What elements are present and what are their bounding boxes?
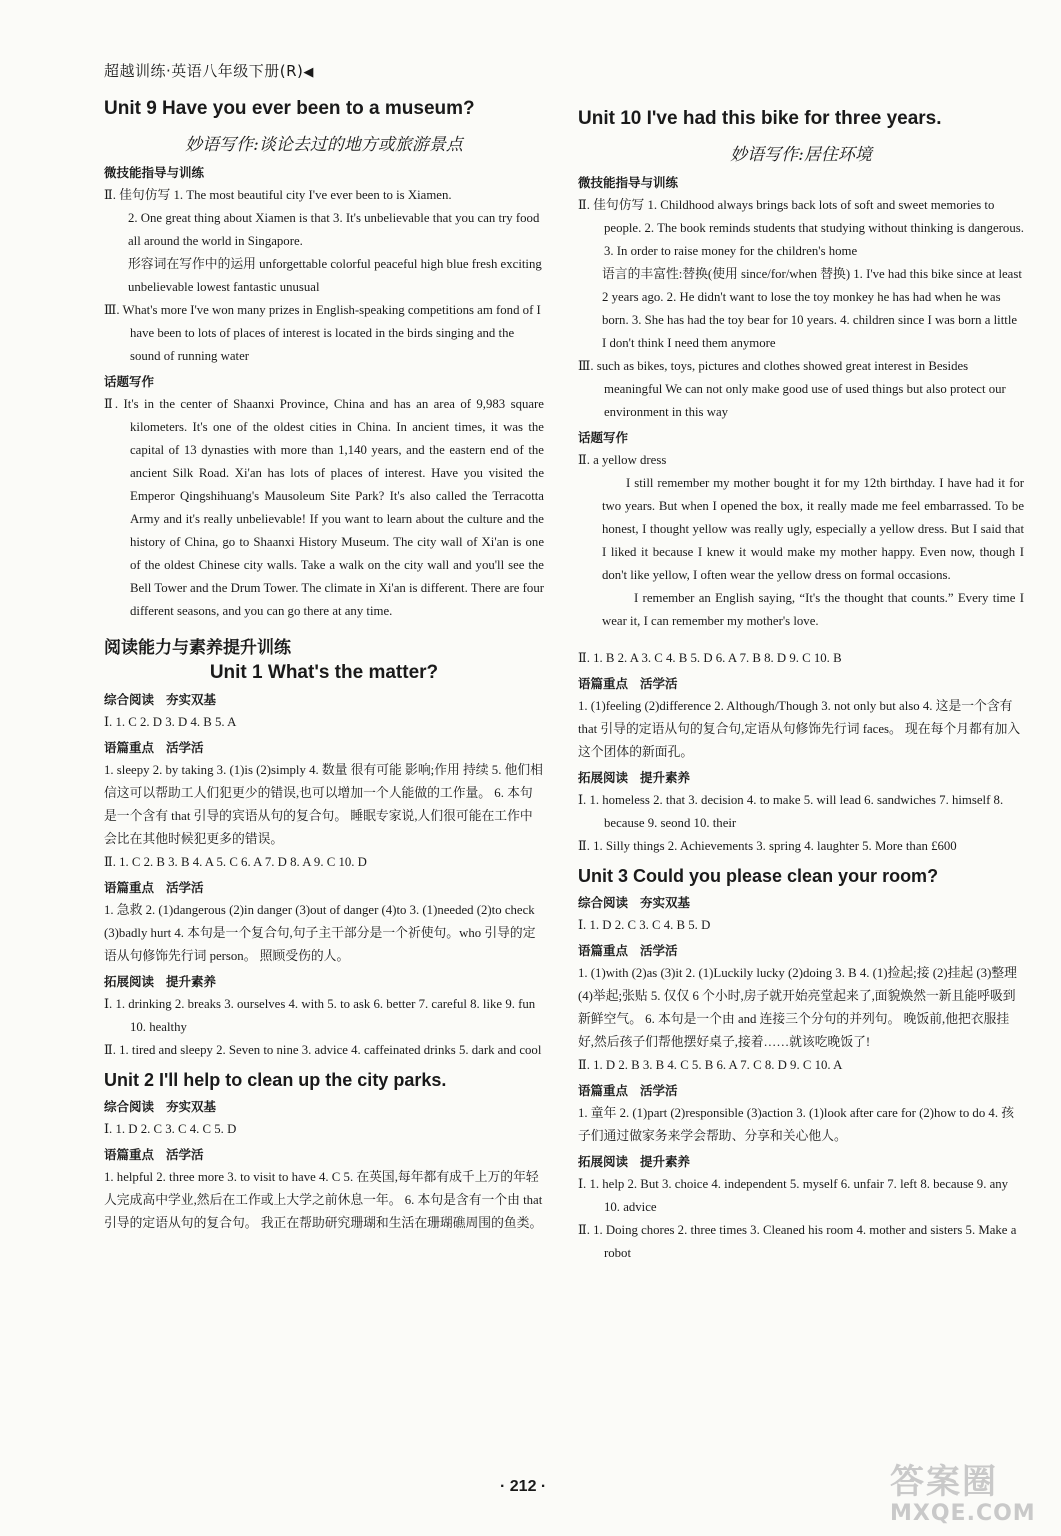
unit9-line-1: Ⅱ. 佳句仿写 1. The most beautiful city I've ever been to is Xiamen. — [104, 188, 452, 202]
unit1-section-d-label: 语篇重点 — [104, 880, 155, 895]
unit1-section-a — [104, 690, 544, 708]
unit1-title: Unit 1 What's the matter? — [209, 662, 439, 683]
unit9-essay: Ⅱ. It's in the center of Shaanxi Province, China and has an area of 9,983 square kilometers. It's one of the oldest cities in China. In ancient times, it was the capital of 13 dynasties with more than 1,140 years, and the eastern end of the ancient Silk Road. Xi'an has lots of places of interest. Have you visited the Emperor Qingshihuang's Mausoleum Site Park? It's also called the Terracotta Army and it's really unbelievable! If you want to learn about the culture and the history of China, go to Shaanxi History Museum. The city wall of Xi'an is one of the oldest Chinese city walls. Take a walk on the city wall and you'll see the Bell Tower and the Drum Tower. The climate in Xi'an is different. There are four different seasons, and you can go there at any time. — [104, 397, 544, 618]
unit1-answers-e1: Ⅰ. 1. drinking 2. breaks 3. ourselves 4. with 5. to ask 6. better 7. careful 8. like 9. fun 10. healthy — [104, 997, 536, 1034]
unit1-section-e-sub: 提升素养 — [166, 974, 217, 989]
unit3-section-e-label: 拓展阅读 — [578, 1154, 629, 1169]
unit3-section-a-sub: 夯实双基 — [640, 895, 691, 910]
watermark-line1: 答案圈 — [890, 1462, 998, 1502]
unit3-answers-a: Ⅰ. 1. D 2. C 3. C 4. B 5. D — [578, 918, 711, 932]
unit9-line-2: 2. One great thing about Xiamen is that 3. It's unbelievable that you can try food all around the world in Singapore. — [128, 211, 540, 248]
unit3-text-d: 1. 童年 2. (1)part (2)responsible (3)action 3. (1)look after care for (2)how to do 4. 孩子们通过做家务来学会帮助、分享和关心他人。 — [578, 1106, 1015, 1143]
unit2-answers-d1: Ⅰ. 1. homeless 2. that 3. decision 4. to make 5. will lead 6. sandwiches 7. himself 8. because 9. seond 10. their — [578, 793, 1004, 830]
watermark-logo — [890, 1454, 1060, 1534]
unit9-section-writing: 话题写作 — [104, 374, 155, 389]
unit3-answers-c: Ⅱ. 1. D 2. B 3. B 4. C 5. B 6. A 7. C 8. D 9. C 10. A — [578, 1058, 843, 1072]
unit1-answers-a: Ⅰ. 1. C 2. D 3. D 4. B 5. A — [104, 715, 237, 729]
unit1-section-d — [104, 878, 544, 896]
unit10-essay-p1-text: I still remember my mother bought it for my 12th birthday. I have had it for two years. But when I opened the box, it really made me feel embarrassed. To be honest, I thought yellow was really ugly, especially a yellow dress. But I said that I liked it because I knew it would make my mother happy. Even now, though I don't like yellow, I often wear the yellow dress on formal occasions. — [602, 476, 1024, 582]
unit2-text-b: 1. helpful 2. three more 3. to visit to have 4. C 5. 在英国,每年都有成千上万的年轻人完成高中学业,然后在工作或上大学之前休息一年。 6. 本句是含有一个由 that 引导的定语从句的复合句。 我正在帮助研究珊瑚和生活在珊瑚礁周围的鱼类。 — [104, 1170, 543, 1230]
running-title: 超越训练·英语八年级下册(R) — [104, 62, 304, 80]
unit1-section-e — [104, 972, 544, 990]
reading-section-title: 阅读能力与素养提升训练 — [104, 638, 291, 658]
unit1-section-b-label: 语篇重点 — [104, 740, 155, 755]
unit3-section-d-sub: 活学活 — [640, 1083, 678, 1098]
unit3-answers-e2: Ⅱ. 1. Doing chores 2. three times 3. Cleaned his room 4. mother and sisters 5. Make a robot — [578, 1223, 1017, 1260]
unit2-section-d-sub: 提升素养 — [640, 770, 691, 785]
unit3-section-a-label: 综合阅读 — [578, 895, 629, 910]
running-header — [104, 60, 314, 81]
unit3-answers-e1: Ⅰ. 1. help 2. But 3. choice 4. independent 5. myself 6. unfair 7. left 8. because 9. any 10. advice — [578, 1177, 1009, 1214]
unit1-section-a-sub: 夯实双基 — [166, 692, 217, 707]
unit3-section-a — [578, 893, 1024, 911]
unit10-essay-p2-text: I remember an English saying, “It's the thought that counts.” Every time I wear it, I can remember my mother's love. — [602, 591, 1024, 628]
unit2-section-d — [578, 768, 1024, 786]
unit2-answers-a: Ⅰ. 1. D 2. C 3. C 4. C 5. D — [104, 1122, 237, 1136]
unit1-section-e-label: 拓展阅读 — [104, 974, 155, 989]
unit2-title: Unit 2 I'll help to clean up the city parks. — [104, 1070, 447, 1090]
unit9-line-3: 形容词在写作中的运用 unforgettable colorful peaceful high blue fresh exciting unbelievable lowest fantastic unusual — [128, 257, 542, 294]
unit10-line-2: 语言的丰富性:替换(使用 since/for/when 替换) 1. I've had this bike since at least 2 years ago. 2. He didn't want to lose the toy monkey he has had when he was born. 3. She has had the toy bear for 10 years. 4. children since I was born a little I don't think I need them anymore — [602, 267, 1022, 350]
triangle-marker-icon: ◀ — [303, 65, 314, 80]
unit2-section-c — [578, 674, 1024, 692]
unit10-subtitle: 妙语写作:居住环境 — [730, 145, 872, 165]
unit2-text-c: 1. (1)feeling (2)difference 2. Although/Though 3. not only but also 4. 这是一个含有 that 引导的定语从句的复合句,定语从句修饰先行词 faces。 现在每个月都有加入这个团体的新面孔。 — [578, 699, 1021, 759]
unit10-title: Unit 10 I've had this bike for three years. — [578, 108, 942, 129]
unit2-section-b-label: 语篇重点 — [104, 1147, 155, 1162]
unit1-answers-e2: Ⅱ. 1. tired and sleepy 2. Seven to nine 3. advice 4. caffeinated drinks 5. dark and cool — [104, 1043, 542, 1057]
unit9-line-4: Ⅲ. What's more I've won many prizes in English-speaking competitions am fond of I have been to lots of places of interest is located in the birds singing and the sound of running water — [104, 303, 541, 363]
watermark-line2: MXQE.COM — [890, 1501, 1036, 1526]
unit1-section-b-sub: 活学活 — [166, 740, 204, 755]
unit10-essay-p2 — [578, 587, 1024, 633]
unit10-section-skills: 微技能指导与训练 — [578, 175, 679, 190]
unit1-section-b — [104, 738, 544, 756]
unit3-title: Unit 3 Could you please clean your room? — [578, 866, 939, 886]
unit1-section-d-sub: 活学活 — [166, 880, 204, 895]
unit9-section-skills: 微技能指导与训练 — [104, 165, 205, 180]
unit2-section-c-label: 语篇重点 — [578, 676, 629, 691]
unit10-essay-label: Ⅱ. a yellow dress — [578, 453, 667, 467]
unit10-line-3: Ⅲ. such as bikes, toys, pictures and clothes showed great interest in Besides meaningful We can not only make good use of used things but also protect our environment in this way — [578, 359, 1006, 419]
unit2-section-a-label: 综合阅读 — [104, 1099, 155, 1114]
unit2-section-d-label: 拓展阅读 — [578, 770, 629, 785]
unit1-answers-c: Ⅱ. 1. C 2. B 3. B 4. A 5. C 6. A 7. D 8. A 9. C 10. D — [104, 855, 367, 869]
unit2-section-b-sub: 活学活 — [166, 1147, 204, 1162]
right-column — [578, 108, 1024, 1265]
unit2-answers-d2: Ⅱ. 1. Silly things 2. Achievements 3. spring 4. laughter 5. More than £600 — [578, 839, 957, 853]
unit3-section-d — [578, 1081, 1024, 1099]
unit3-section-b-sub: 活学活 — [640, 943, 678, 958]
unit2-section-a-sub: 夯实双基 — [166, 1099, 217, 1114]
unit10-essay-p1 — [578, 472, 1024, 587]
unit3-section-e-sub: 提升素养 — [640, 1154, 691, 1169]
unit10-line-1: Ⅱ. 佳句仿写 1. Childhood always brings back lots of soft and sweet memories to people. 2. The book reminds students that studying without thinking is dangerous. 3. In order to raise money for the children's home — [578, 198, 1024, 258]
left-column — [104, 98, 544, 1235]
unit3-section-b — [578, 941, 1024, 959]
unit1-text-b: 1. sleepy 2. by taking 3. (1)is (2)simply 4. 数量 很有可能 影响;作用 持续 5. 他们相信这可以帮助工人们犯更少的错误,也可以增加一个人能做的工作量。 6. 本句是一个含有 that 引导的宾语从句的复合句。 睡眠专家说,人们很可能在工作中会比在其他时候犯更多的错误。 — [104, 763, 543, 846]
unit2-section-c-sub: 活学活 — [640, 676, 678, 691]
unit2-answers-c: Ⅱ. 1. B 2. A 3. C 4. B 5. D 6. A 7. B 8. D 9. C 10. B — [578, 651, 842, 665]
unit9-subtitle: 妙语写作:谈论去过的地方或旅游景点 — [185, 135, 463, 155]
unit2-section-b — [104, 1145, 544, 1163]
page-number: · 212 · — [500, 1478, 547, 1495]
unit1-section-a-label: 综合阅读 — [104, 692, 155, 707]
unit2-section-a — [104, 1097, 544, 1115]
unit3-section-e — [578, 1152, 1024, 1170]
unit3-section-b-label: 语篇重点 — [578, 943, 629, 958]
unit3-section-d-label: 语篇重点 — [578, 1083, 629, 1098]
unit9-title: Unit 9 Have you ever been to a museum? — [104, 98, 475, 119]
unit1-text-d: 1. 急救 2. (1)dangerous (2)in danger (3)out of danger (4)to 3. (1)needed (2)to check (3)badly hurt 4. 本句是一个复合句,句子主干部分是一个祈使句。who 引导的定语从句修饰先行词 person。 照顾受伤的人。 — [104, 903, 536, 963]
unit10-section-writing: 话题写作 — [578, 430, 629, 445]
unit3-text-b: 1. (1)with (2)as (3)it 2. (1)Luckily lucky (2)doing 3. B 4. (1)捡起;接 (2)挂起 (3)整理 (4)举起;张贴 5. 仅仅 6 个小时,房子就开始亮堂起来了,面貌焕然一新且能呼吸到新鲜空气。 6. 本句是一个由 and 连接三个分句的并列句。 晚饭前,他把衣服挂好,然后孩子们帮他摆好桌子,接着……就该吃晚饭了! — [578, 966, 1017, 1049]
